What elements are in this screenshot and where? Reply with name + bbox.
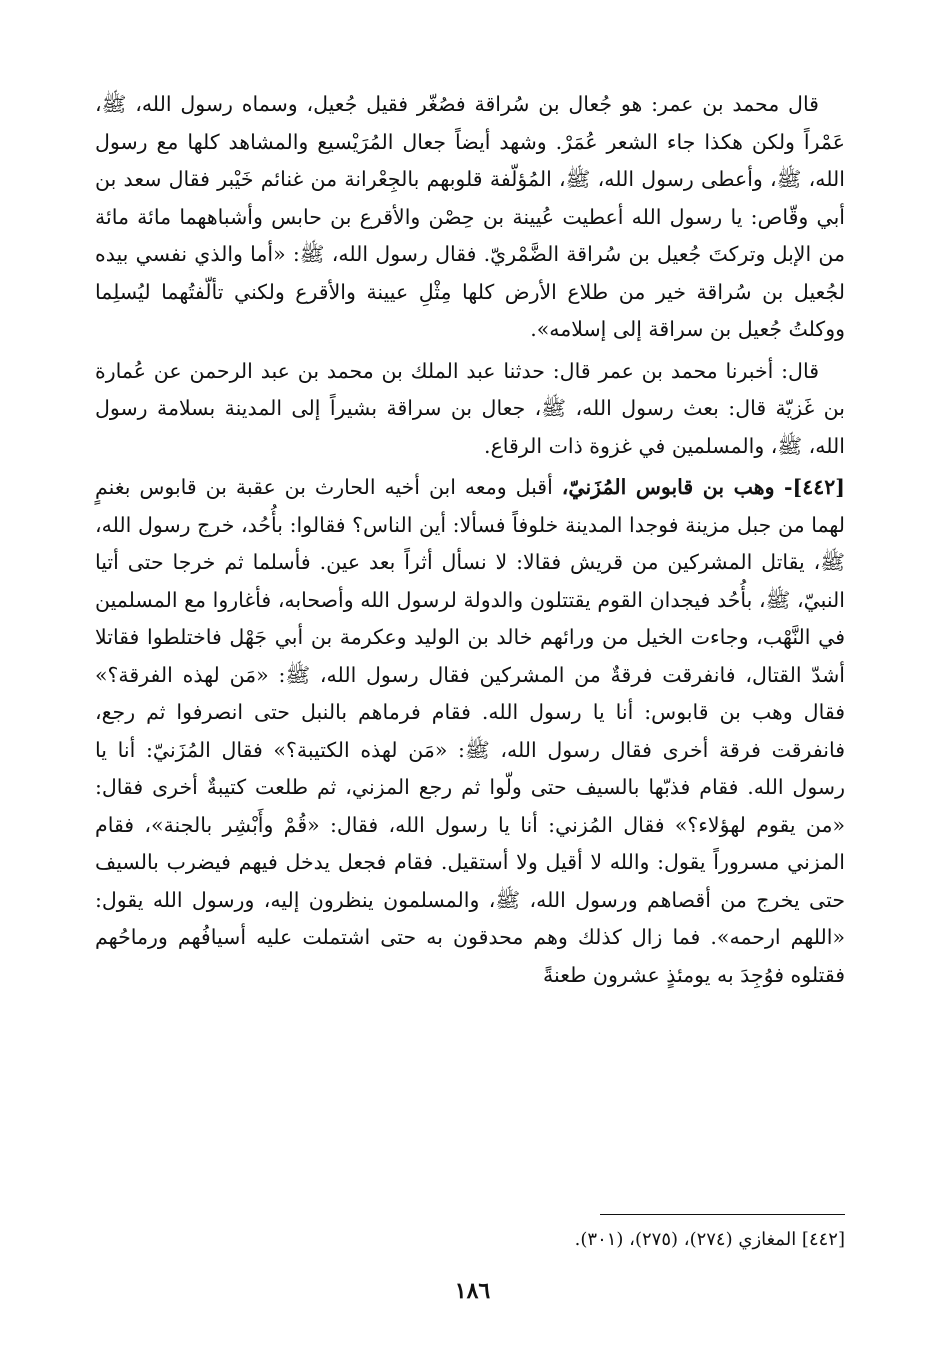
paragraph-jual-messenger: قال: أخبرنا محمد بن عمر قال: حدثنا عبد الملك بن محمد بن عبد الرحمن عن عُمارة بن غَزيّة قال: بعث رسول الله، ﷺ، جعال بن سراقة بشيراً إلى المدينة بسلامة رسول الله، ﷺ، والمسلمين في غزوة ذات الرقاع. (95, 358, 845, 458)
entry-text: أقبل ومعه ابن أخيه الحارث بن عقبة بن قابوس بغنمٍ لهما من جبل مزينة فوجدا المدينة خلوفاً فسألا: أين الناس؟ فقالوا: بأُحُد، خرج رسول الله، ﷺ، يقاتل المشركين من قريش فقالا: لا نسأل أثراً بعد عين. فأسلما ثم خرجا حتى أتيا النبيّ، ﷺ، بأُحُد فيجدان القوم يقتتلون والدولة لرسول الله وأصحابه، فأغاروا مع المسلمين في النَّهْب، وجاءت الخيل من ورائهم خالد بن الوليد وعكرمة بن أبي جَهْل فاختلطوا فقاتلا أشدّ القتال، فانفرقت فرقةٌ من المشركين فقال رسول الله، ﷺ: «مَن لهذه الفرقة؟» فقال وهب بن قابوس: أنا يا رسول الله. فقام فرماهم بالنبل حتى انصرفوا ثم رجع، فانفرقت فرقة أخرى فقال رسول الله، ﷺ: «مَن لهذه الكتيبة؟» فقال المُزَنيّ: أنا يا رسول الله. فقام فذبّها بالسيف حتى ولّوا ثم رجع المزني، ثم طلعت كتيبةٌ أخرى فقال: «من يقوم لهؤلاء؟» فقال المُزني: أنا يا رسول الله، فقال: «قُمْ وأَبْشِر بالجنة»، فقام المزني مسروراً يقول: والله لا أقيل ولا أستقيل. فقام فجعل يدخل فيهم فيضرب بالسيف حتى يخرج من أقصاهم ورسول الله، ﷺ، والمسلمون ينظرون إليه، ورسول الله يقول: «اللهم ارحمه». فما زال كذلك وهم محدقون به حتى اشتملت عليه أسيافُهم ورماحُهم فقتلوه فوُجِدَ به يومئذٍ عشرون طعنةً (95, 475, 845, 987)
entry-number: [٤٤٢] (792, 475, 845, 499)
page-body (95, 86, 845, 994)
entry-name: - وهب بن قابوس المُزَنيّ، (561, 475, 793, 499)
page-number: ١٨٦ (454, 1278, 491, 1304)
paragraph-wahb-ibn-qabus (95, 469, 845, 994)
footnote-divider (600, 1214, 845, 1215)
paragraph-jual-ibn-suraqa: قال محمد بن عمر: هو جُعال بن سُراقة فصُغّر فقيل جُعيل، وسماه رسول الله، ﷺ، عَمْراً ولكن هكذا جاء الشعر عُمَرْ. وشهد أيضاً جعال المُرَيْسيع والمشاهد كلها مع رسول الله، ﷺ، وأعطى رسول الله، ﷺ، المُؤلّفة قلوبهم بالجِعْرانة من غنائم خَيْبر فقال سعد بن أبي وقّاص: يا رسول الله أعطيت عُيينة بن حِصْن والأقرع بن حابس وأشباههما مائة مائة من الإبل وتركتَ جُعيل بن سُراقة الضَّمْريّ. فقال رسول الله، ﷺ: «أما والذي نفسي بيده لجُعيل بن سُراقة خير من طلاع الأرض كلها مِثْلِ عيينة والأقرع ولكني تألّفتُهما ليُسلِما ووكلتُ جُعيل بن سراقة إلى إسلامه». (95, 92, 845, 341)
footnote: [٤٤٢] المغازي (٢٧٤)، (٢٧٥)، (٣٠١). (574, 1229, 845, 1250)
